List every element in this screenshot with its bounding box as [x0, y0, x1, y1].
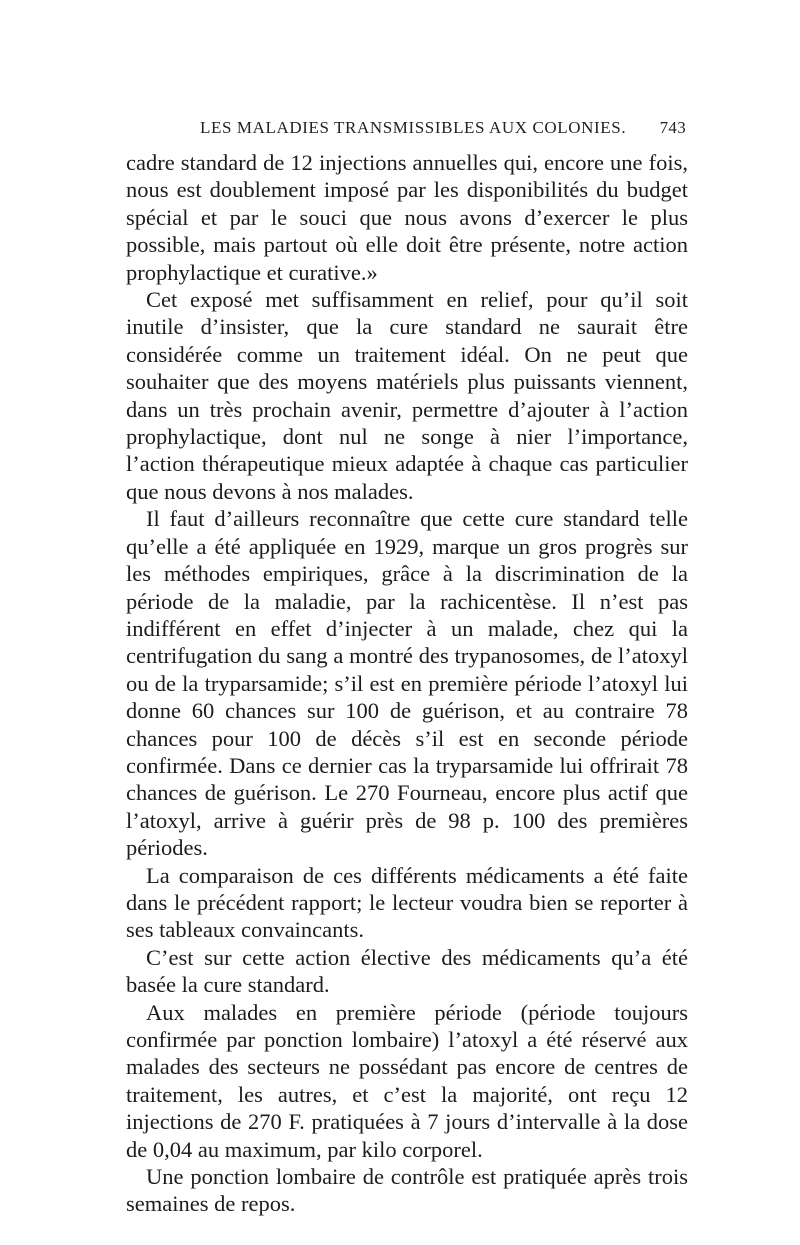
paragraph: C’est sur cette action élective des médicaments qu’a été basée la cure standard.	[126, 944, 688, 998]
running-title: LES MALADIES TRANSMISSIBLES AUX COLONIES.	[200, 118, 627, 137]
page-number: 743	[659, 118, 686, 137]
paragraph: Aux malades en première période (période toujours confirmée par ponction lombaire) l’atoxyl a été réservé aux malades des secteurs ne possédant pas encore de centres de traitement, les autres, et c’est la majorité, ont reçu 12 injections de 270 F. pratiquées à 7 jours d’intervalle à la dose de 0,04 au maximum, par kilo corporel.	[126, 999, 688, 1162]
paragraph-continuation: cadre standard de 12 injections annuelles qui, encore une fois, nous est doublement imposé par les disponibilités du budget spécial et par le souci que nous avons d’exercer le plus possible, mais partout où elle doit être présente, notre action prophylactique et curative.»	[126, 150, 688, 285]
paragraph: Il faut d’ailleurs reconnaître que cette cure standard telle qu’elle a été appliquée en 1929, marque un gros progrès sur les méthodes empiriques, grâce à la discrimination de la période de la maladie, par la rachicentèse. Il n’est pas indifférent en effet d’injecter à un malade, chez qui la centrifugation du sang a montré des trypanosomes, de l’atoxyl ou de la tryparsamide; s’il est en première période l’atoxyl lui donne 60 chances sur 100 de guérison, et au contraire 78 chances pour 100 de décès s’il est en seconde période confirmée. Dans ce dernier cas la tryparsamide lui offrirait 78 chances de guérison. Le 270 Fourneau, encore plus actif que l’atoxyl, arrive à guérir près de 98 p. 100 des premières périodes.	[126, 506, 688, 861]
paragraph: Une ponction lombaire de contrôle est pratiquée après trois semaines de repos.	[126, 1164, 688, 1217]
running-head	[200, 118, 686, 138]
paragraph: Cet exposé met suffisamment en relief, pour qu’il soit inutile d’insister, que la cure standard ne saurait être considérée comme un traitement idéal. On ne peut que souhaiter que des moyens matériels plus puissants viennent, dans un très prochain avenir, permettre d’ajouter à l’action prophylactique, dont nul ne songe à nier l’importance, l’action thérapeutique mieux adaptée à chaque cas particulier que nous devons à nos malades.	[126, 287, 688, 504]
body-text	[126, 149, 688, 1218]
paragraph: La comparaison de ces différents médicaments a été faite dans le précédent rapport; le lecteur voudra bien se reporter à ses tableaux convaincants.	[126, 862, 688, 943]
